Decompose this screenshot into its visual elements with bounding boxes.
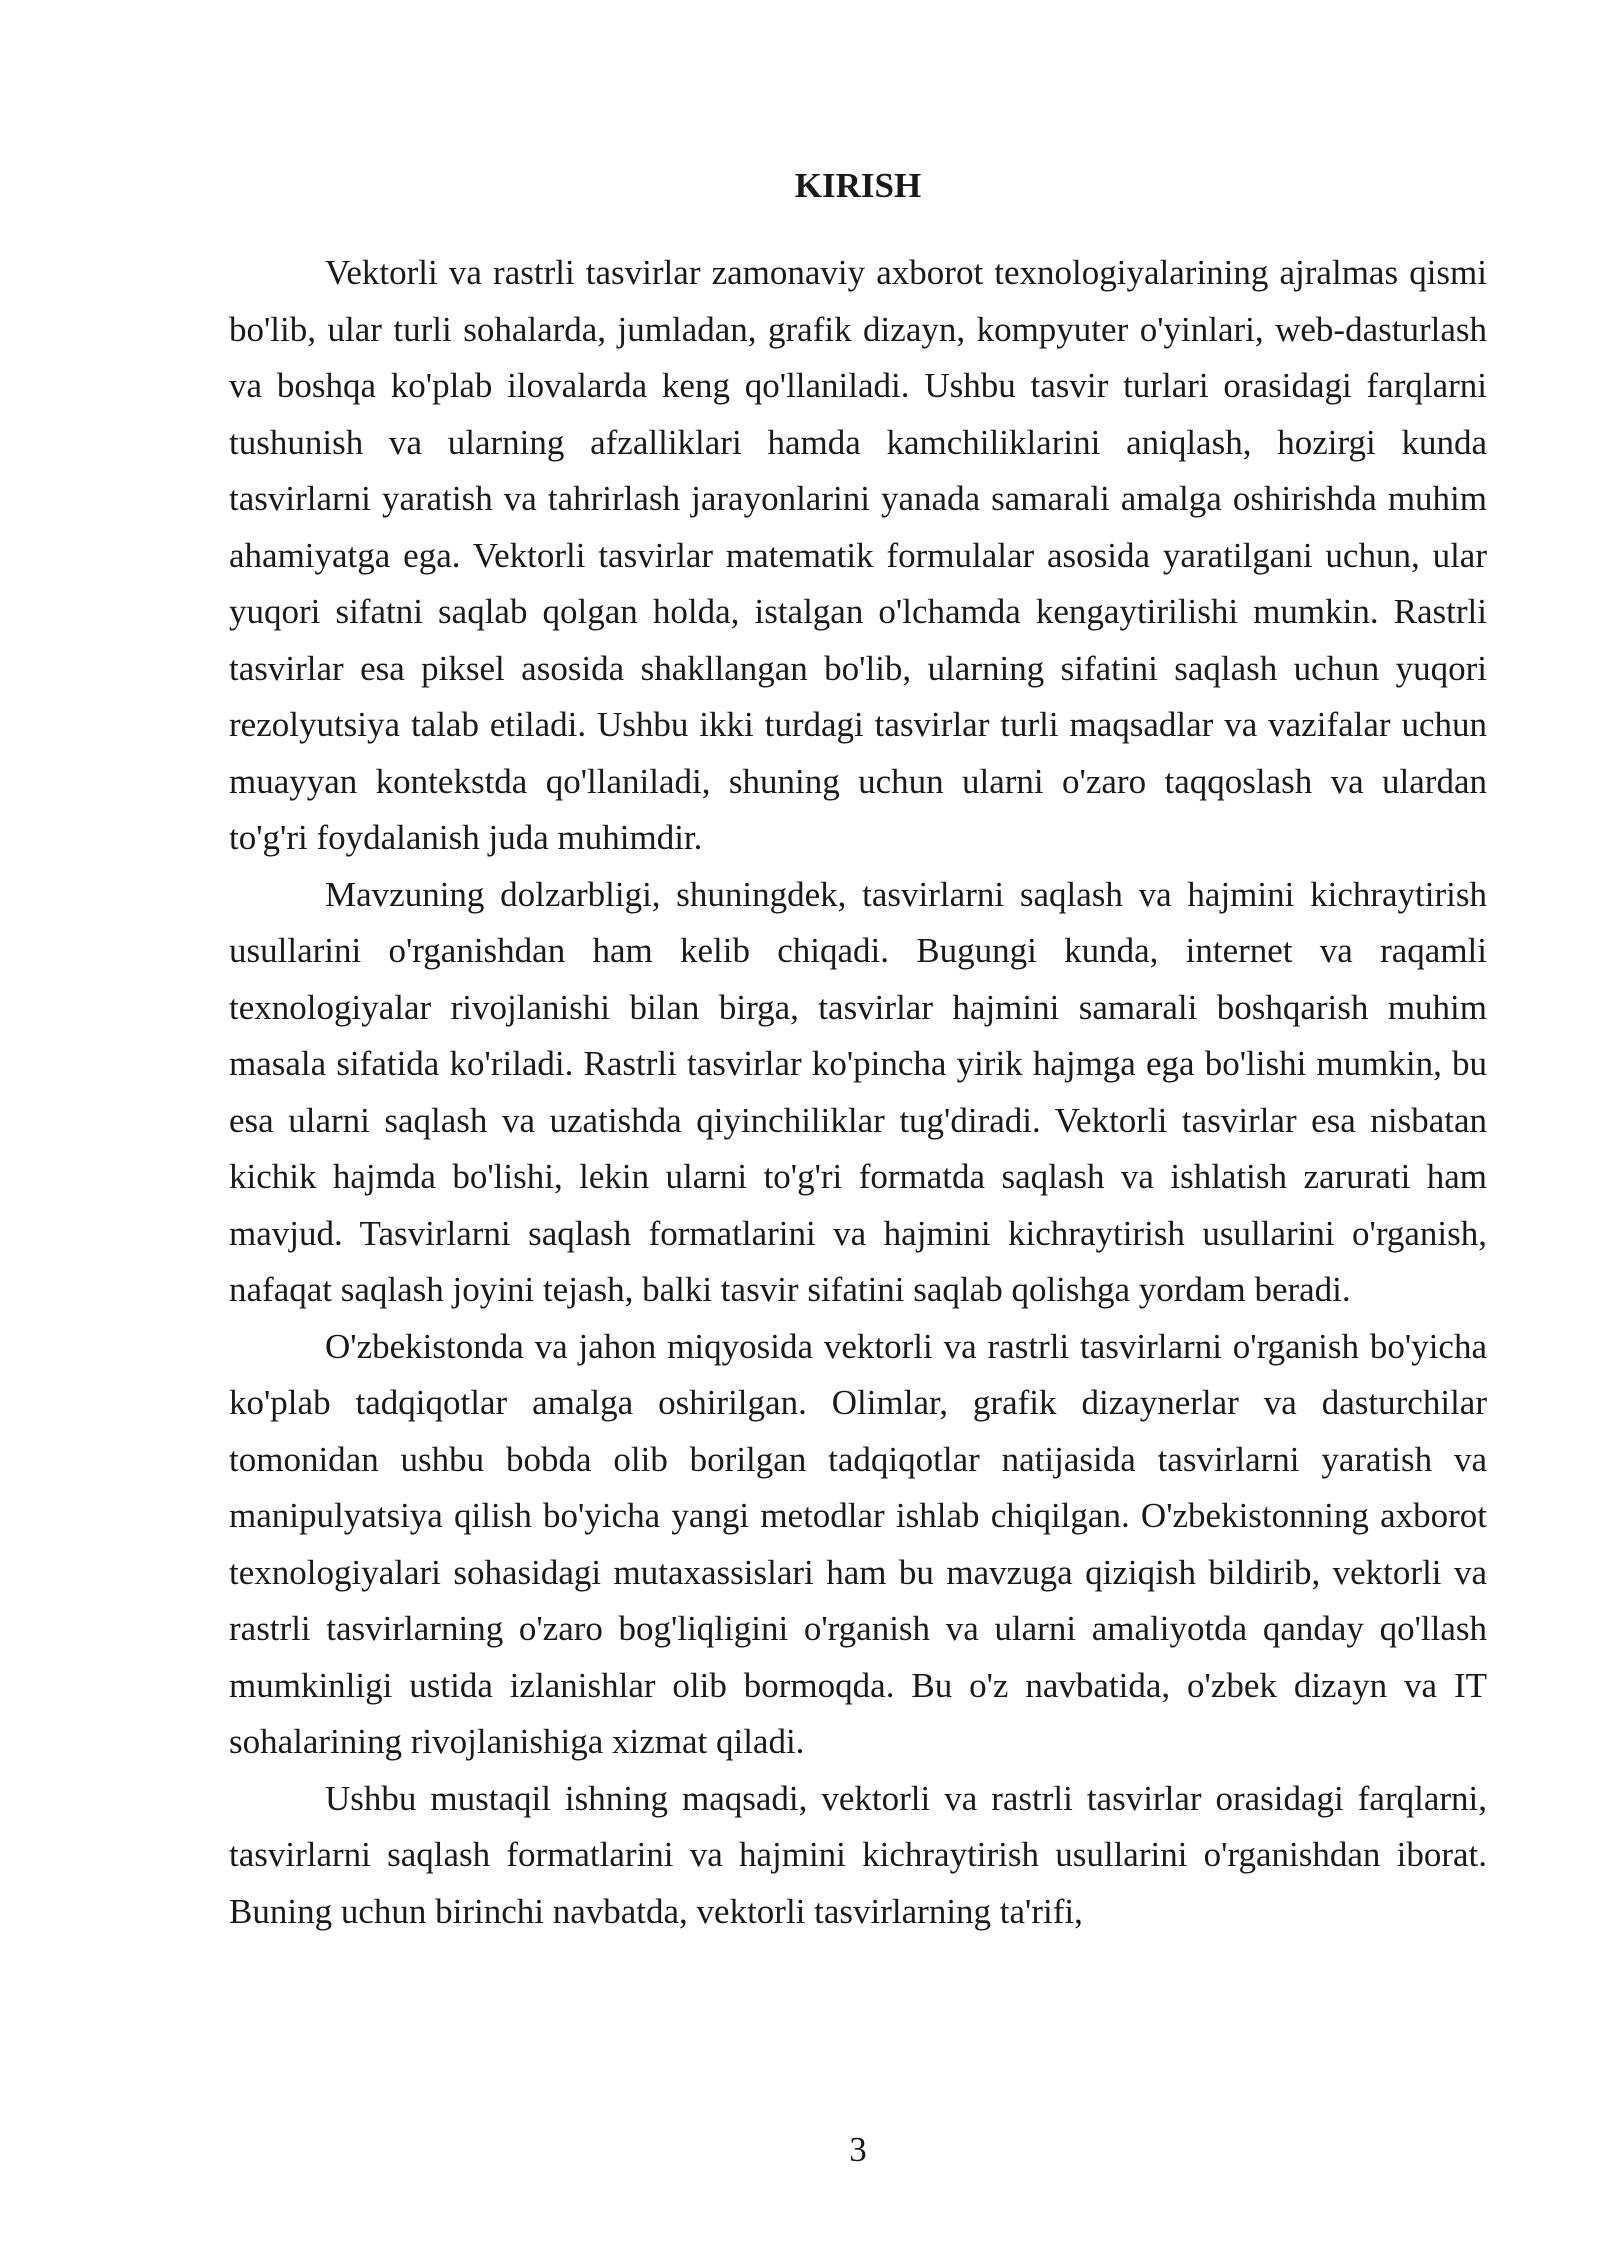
body-text (229, 245, 1487, 1940)
paragraph-2: Mavzuning dolzarbligi, shuningdek, tasvirlarni saqlash va hajmini kichraytirish usullarini o'rganishdan ham kelib chiqadi. Bugungi kunda, internet va raqamli texnologiyalar rivojlanishi bilan birga, tasvirlar hajmini samarali boshqarish muhim masala sifatida ko'riladi. Rastrli tasvirlar ko'pincha yirik hajmga ega bo'lishi mumkin, bu esa ularni saqlash va uzatishda qiyinchiliklar tug'diradi. Vektorli tasvirlar esa nisbatan kichik hajmda bo'lishi, lekin ularni to'g'ri formatda saqlash va ishlatish zarurati ham mavjud. Tasvirlarni saqlash formatlarini va hajmini kichraytirish usullarini o'rganish, nafaqat saqlash joyini tejash, balki tasvir sifatini saqlab qolishga yordam beradi. (229, 874, 1487, 1309)
paragraph-1: Vektorli va rastrli tasvirlar zamonaviy axborot texnologiyalarining ajralmas qismi bo'lib, ular turli sohalarda, jumladan, grafik dizayn, kompyuter o'yinlari, web-dasturlash va boshqa ko'plab ilovalarda keng qo'llaniladi. Ushbu tasvir turlari orasidagi farqlarni tushunish va ularning afzalliklari hamda kamchiliklarini aniqlash, hozirgi kunda tasvirlarni yaratish va tahrirlash jarayonlarini yanada samarali amalga oshirishda muhim ahamiyatga ega. Vektorli tasvirlar matematik formulalar asosida yaratilgani uchun, ular yuqori sifatni saqlab qolgan holda, istalgan o'lchamda kengaytirilishi mumkin. Rastrli tasvirlar esa piksel asosida shakllangan bo'lib, ularning sifatini saqlash uchun yuqori rezolyutsiya talab etiladi. Ushbu ikki turdagi tasvirlar turli maqsadlar va vazifalar uchun muayyan kontekstda qo'llaniladi, shuning uchun ularni o'zaro taqqoslash va ulardan to'g'ri foydalanish juda muhimdir. (229, 253, 1487, 857)
page-title: KIRISH (794, 166, 922, 205)
page-number: 3 (849, 2130, 867, 2169)
paragraph-4: Ushbu mustaqil ishning maqsadi, vektorli va rastrli tasvirlar orasidagi farqlarni, tasvirlarni saqlash formatlarini va hajmini kichraytirish usullarini o'rganishdan iborat. Buning uchun birinchi navbatda, vektorli tasvirlarning ta'rifi, (229, 1778, 1487, 1931)
paragraph-3: O'zbekistonda va jahon miqyosida vektorli va rastrli tasvirlarni o'rganish bo'yicha ko'plab tadqiqotlar amalga oshirilgan. Olimlar, grafik dizaynerlar va dasturchilar tomonidan ushbu bobda olib borilgan tadqiqotlar natijasida tasvirlarni yaratish va manipulyatsiya qilish bo'yicha yangi metodlar ishlab chiqilgan. O'zbekistonning axborot texnologiyalari sohasidagi mutaxassislari ham bu mavzuga qiziqish bildirib, vektorli va rastrli tasvirlarning o'zaro bog'liqligini o'rganish va ularni amaliyotda qanday qo'llash mumkinligi ustida izlanishlar olib bormoqda. Bu o'z navbatida, o'zbek dizayn va IT sohalarining rivojlanishiga xizmat qiladi. (229, 1326, 1487, 1761)
